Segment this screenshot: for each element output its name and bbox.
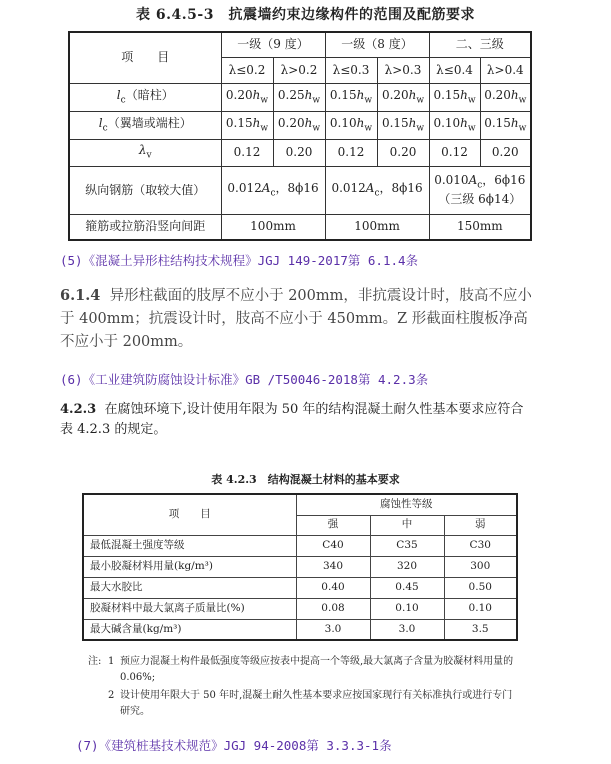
t1-cell: $0.10h_w$ [429, 111, 480, 139]
t1-row-label: $l_c$（暗柱） [69, 83, 221, 111]
t1-cell: 0.12 [221, 139, 273, 166]
t2-cell: 320 [370, 556, 444, 577]
table-row [69, 166, 531, 214]
table-4-2-3-title: 表 4.2.3 结构混凝土材料的基本要求 [211, 473, 400, 486]
t2-cell: 0.50 [444, 577, 517, 598]
t2-cell: C40 [296, 535, 370, 556]
t2-cell: 3.0 [370, 619, 444, 640]
table-notes [88, 654, 518, 720]
t2-level: 中 [370, 515, 444, 535]
t1-cell: $0.25h_w$ [273, 83, 325, 111]
t2-cell: 0.45 [370, 577, 444, 598]
table-6-4-5-3 [68, 31, 532, 241]
t1-cell-line: （三级 6ϕ14） [438, 191, 522, 206]
t1-cell: 0.20 [377, 139, 429, 166]
t1-sub-header: λ>0.2 [273, 57, 325, 83]
clause-number: 4.2.3 [60, 402, 97, 417]
t2-cell: 0.40 [296, 577, 370, 598]
reference-5: (5)《混凝土异形柱结构技术规程》JGJ 149-2017第 6.1.4条 [60, 253, 419, 268]
t1-sub-header: λ≤0.3 [325, 57, 377, 83]
t1-cell: 100mm [221, 214, 325, 240]
t1-sub-header: λ>0.3 [377, 57, 429, 83]
clause-text: 在腐蚀环境下,设计使用年限为 50 年的结构混凝土耐久性基本要求应符合表 4.2.3 的规定。 [60, 402, 524, 437]
t2-row-label: 最小胶凝材料用量(kg/m³) [83, 556, 296, 577]
t1-sub-header: λ>0.4 [480, 57, 531, 83]
note-text: 设计使用年限大于 50 年时,混凝土耐久性基本要求应按国家现行有关标准执行或进行专门研究。 [120, 690, 513, 717]
t1-cell: $0.20h_w$ [480, 83, 531, 111]
t2-row-label: 最低混凝土强度等级 [83, 535, 296, 556]
t1-header-group: 一级（9 度） [221, 32, 325, 57]
note-1 [88, 654, 518, 686]
t1-row-label: 纵向钢筋（取较大值） [69, 166, 221, 214]
t1-cell: $0.012A_c$，8ϕ16 [325, 166, 429, 214]
paragraph-4-2-3 [60, 400, 530, 440]
t1-header-item: 项 目 [69, 32, 221, 83]
table-row [83, 577, 517, 598]
t1-cell [429, 166, 531, 214]
clause-number: 6.1.4 [60, 287, 101, 304]
t1-cell: $0.15h_w$ [429, 83, 480, 111]
table-row [69, 83, 531, 111]
table-row [83, 556, 517, 577]
table-row [83, 598, 517, 619]
note-number: 1 [108, 656, 115, 667]
t2-row-label: 最大水胶比 [83, 577, 296, 598]
t1-cell: $0.15h_w$ [377, 111, 429, 139]
t2-header-group: 腐蚀性等级 [296, 494, 517, 515]
t1-header-group: 一级（8 度） [325, 32, 429, 57]
t1-cell: $0.20h_w$ [273, 111, 325, 139]
t1-cell: $0.20h_w$ [377, 83, 429, 111]
t1-cell: 100mm [325, 214, 429, 240]
t2-cell: C35 [370, 535, 444, 556]
t2-cell: C30 [444, 535, 517, 556]
t1-cell: $0.15h_w$ [325, 83, 377, 111]
t2-cell: 3.0 [296, 619, 370, 640]
t1-row-label: $l_c$（翼墙或端柱） [69, 111, 221, 139]
t1-cell: $0.15h_w$ [480, 111, 531, 139]
t1-cell-line: $0.010A_c$，6ϕ16 [434, 173, 526, 191]
clause-text: 异形柱截面的肢厚不应小于 200mm，非抗震设计时，肢高不应小于 400mm；抗震设计时，肢高不应小于 450mm。Z 形截面柱腹板净高不应小于 200mm。 [60, 288, 532, 350]
reference-7: (7)《建筑桩基技术规范》JGJ 94-2008第 3.3.3-1条 [76, 738, 392, 753]
t2-cell: 300 [444, 556, 517, 577]
t1-cell: $0.10h_w$ [325, 111, 377, 139]
table-row [83, 535, 517, 556]
t2-cell: 3.5 [444, 619, 517, 640]
paragraph-6-1-4 [60, 284, 540, 354]
t2-header-item: 项 目 [83, 494, 296, 535]
t1-row-label: $\lambda_v$ [69, 139, 221, 166]
note-text: 预应力混凝土构件最低强度等级应按表中提高一个等级,最大氯离子含量为胶凝材料用量的 0.06%; [120, 656, 514, 683]
t2-cell: 0.08 [296, 598, 370, 619]
t1-cell: $0.20h_w$ [221, 83, 273, 111]
t1-cell: $0.15h_w$ [221, 111, 273, 139]
note-number: 2 [108, 690, 115, 701]
t1-row-label: 箍筋或拉筋沿竖向间距 [69, 214, 221, 240]
table-row [69, 139, 531, 166]
t2-row-label: 最大碱含量(kg/m³) [83, 619, 296, 640]
t1-cell: 0.12 [429, 139, 480, 166]
table-row [83, 619, 517, 640]
t1-cell: 0.20 [273, 139, 325, 166]
t2-cell: 0.10 [370, 598, 444, 619]
note-2 [88, 688, 518, 720]
t2-level: 强 [296, 515, 370, 535]
t1-header-group: 二、三级 [429, 32, 531, 57]
t2-level: 弱 [444, 515, 517, 535]
note-prefix: 注: [88, 656, 102, 667]
t1-cell: 0.20 [480, 139, 531, 166]
t1-cell: 150mm [429, 214, 531, 240]
table-row [69, 111, 531, 139]
table-4-2-3 [82, 493, 518, 641]
t1-cell: $0.012A_c$，8ϕ16 [221, 166, 325, 214]
t2-cell: 340 [296, 556, 370, 577]
t2-row-label: 胶凝材料中最大氯离子质量比(%) [83, 598, 296, 619]
t1-sub-header: λ≤0.2 [221, 57, 273, 83]
table-row [69, 214, 531, 240]
t1-cell: 0.12 [325, 139, 377, 166]
t2-cell: 0.10 [444, 598, 517, 619]
reference-6: (6)《工业建筑防腐蚀设计标准》GB /T50046-2018第 4.2.3条 [60, 372, 429, 387]
t1-sub-header: λ≤0.4 [429, 57, 480, 83]
table-6-4-5-3-title: 表 6.4.5-3 抗震墙约束边缘构件的范围及配筋要求 [136, 7, 475, 23]
